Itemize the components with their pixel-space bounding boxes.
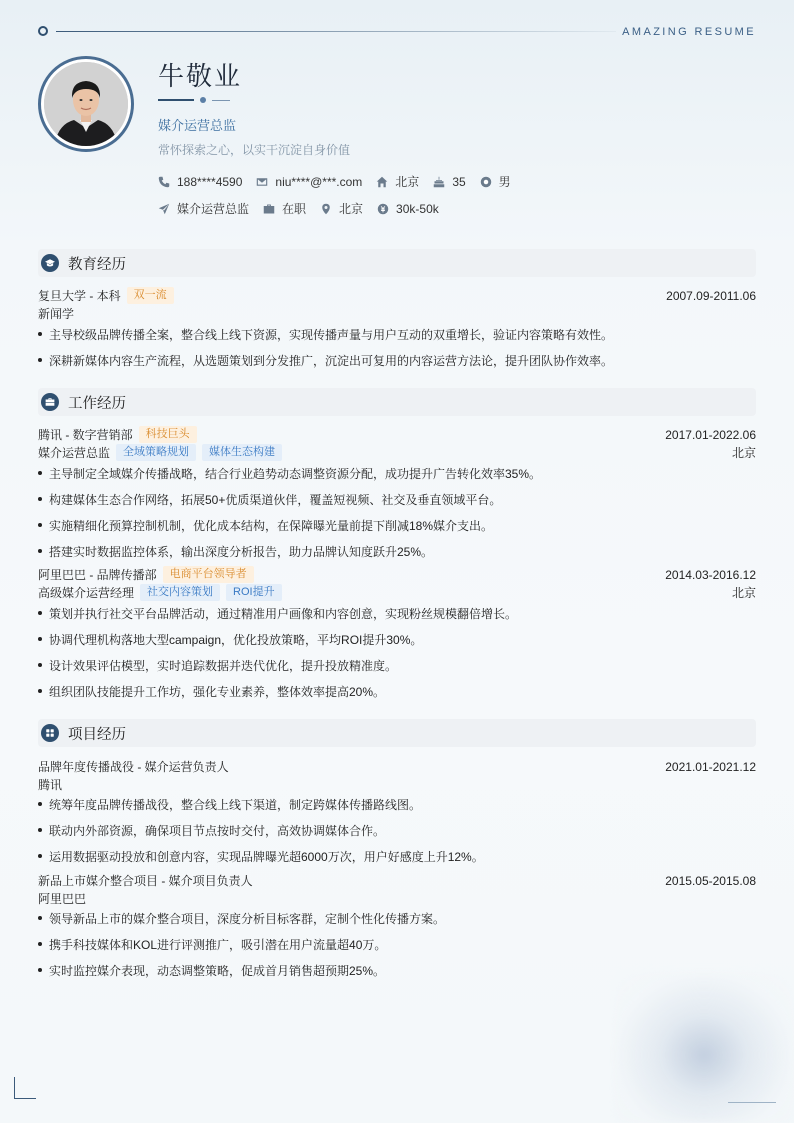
hometown-info <box>376 173 419 190</box>
work-date: 2014.03-2016.12 <box>665 567 756 582</box>
brand-label: AMAZING RESUME <box>622 26 756 38</box>
email-info <box>256 175 362 189</box>
project-org-line <box>38 890 756 907</box>
briefcase-icon <box>41 393 59 411</box>
email-text: niu****@***.com <box>275 174 363 189</box>
age-text: 35 <box>452 174 466 189</box>
project-org: 腾讯 <box>38 778 63 792</box>
contact-info-row <box>158 173 525 190</box>
school-tag: 双一流 <box>127 287 174 304</box>
mail-icon <box>256 176 268 188</box>
money-icon <box>377 203 389 215</box>
role-tag: 全域策略规划 <box>116 444 196 461</box>
list-item: 实施精细化预算控制机制，优化成本结构，在保障曝光量前提下削减18%媒介支出。 <box>38 517 756 534</box>
age-info <box>433 175 465 189</box>
briefcase-icon <box>263 203 275 215</box>
target-position-text: 媒介运营总监 <box>177 202 250 216</box>
project-date: 2021.01-2021.12 <box>665 759 756 774</box>
list-item: 主导校级品牌传播全案，整合线上线下资源，实现传播声量与用户互动的双重增长，验证内容策略有效性。 <box>38 326 756 343</box>
role-name: 高级媒介运营经理 <box>38 586 135 600</box>
phone-info <box>158 175 242 189</box>
project-name: 品牌年度传播战役 - 媒介运营负责人 <box>38 760 229 774</box>
blurred-decoration <box>614 972 794 1123</box>
salary-text: 30k-50k <box>396 201 439 216</box>
job-intention-row <box>158 200 453 217</box>
phone-text: 188****4590 <box>177 174 243 189</box>
corner-line-decoration <box>728 1102 776 1103</box>
candidate-name: 牛敬业 <box>158 61 243 91</box>
hometown-text: 北京 <box>395 175 420 189</box>
work-city: 北京 <box>731 586 756 600</box>
role-tag: ROI提升 <box>226 584 282 601</box>
role-name: 媒介运营总监 <box>38 446 111 460</box>
company-tag: 电商平台领导者 <box>163 566 254 583</box>
education-item-header <box>38 287 756 304</box>
home-icon <box>376 176 388 188</box>
list-item: 设计效果评估模型，实时追踪数据并迭代优化，提升投放精准度。 <box>38 657 756 674</box>
status-text: 在职 <box>282 202 307 216</box>
project-org-line <box>38 776 756 793</box>
gender-icon <box>480 176 492 188</box>
work-date: 2017.01-2022.06 <box>665 427 756 442</box>
candidate-title: 媒介运营总监 <box>158 118 237 133</box>
target-city-info <box>320 200 363 217</box>
project-date: 2015.05-2015.08 <box>665 873 756 888</box>
company-name: 腾讯 - 数字营销部 <box>38 428 133 442</box>
project-org: 阿里巴巴 <box>38 892 87 906</box>
grid-icon <box>41 724 59 742</box>
work-section-header <box>38 388 756 416</box>
work-role-line <box>38 444 756 461</box>
corner-bracket-decoration <box>14 1077 36 1099</box>
avatar <box>38 56 134 152</box>
person-photo-icon <box>44 62 128 146</box>
project-item-header <box>38 872 756 889</box>
education-date: 2007.09-2011.06 <box>666 288 756 303</box>
phone-icon <box>158 176 170 188</box>
target-city-text: 北京 <box>339 202 364 216</box>
top-circle-decoration <box>38 26 48 36</box>
list-item: 协调代理机构落地大型campaign，优化投放策略，平均ROI提升30%。 <box>38 631 756 648</box>
graduation-cap-icon <box>41 254 59 272</box>
role-tag: 媒体生态构建 <box>202 444 282 461</box>
work-item-header <box>38 426 756 443</box>
major-line <box>38 305 756 322</box>
role-tag: 社交内容策划 <box>140 584 220 601</box>
major-name: 新闻学 <box>38 307 75 321</box>
avatar-photo <box>44 62 128 146</box>
list-item: 构建媒体生态合作网络，拓展50+优质渠道伙伴，覆盖短视频、社交及垂直领域平台。 <box>38 491 756 508</box>
gender-text: 男 <box>498 175 511 189</box>
education-section-header <box>38 249 756 277</box>
candidate-motto: 常怀探索之心，以实干沉淀自身价值 <box>158 143 351 157</box>
section-title: 教育经历 <box>68 256 126 273</box>
list-item: 策划并执行社交平台品牌活动，通过精准用户画像和内容创意，实现粉丝规模翻倍增长。 <box>38 605 756 622</box>
work-city: 北京 <box>731 446 756 460</box>
list-item: 携手科技媒体和KOL进行评测推广，吸引潜在用户流量超40万。 <box>38 936 756 953</box>
company-tag: 科技巨头 <box>139 426 197 443</box>
work-role-line <box>38 584 756 601</box>
list-item: 组织团队技能提升工作坊，强化专业素养，整体效率提高20%。 <box>38 683 756 700</box>
list-item: 搭建实时数据监控体系，输出深度分析报告，助力品牌认知度跃升25%。 <box>38 543 756 560</box>
location-icon <box>320 203 332 215</box>
list-item: 领导新品上市的媒介整合项目，深度分析目标客群，定制个性化传播方案。 <box>38 910 756 927</box>
section-title: 工作经历 <box>68 395 126 412</box>
project-section-header <box>38 719 756 747</box>
name-underline-decoration <box>158 96 238 104</box>
cake-icon <box>433 176 445 188</box>
list-item: 主导制定全域媒介传播战略，结合行业趋势动态调整资源分配，成功提升广告转化效率35%。 <box>38 465 756 482</box>
status-info <box>263 200 306 217</box>
send-icon <box>158 203 170 215</box>
project-item-header <box>38 758 756 775</box>
list-item: 实时监控媒介表现，动态调整策略，促成首月销售超预期25%。 <box>38 962 756 979</box>
project-name: 新品上市媒介整合项目 - 媒介项目负责人 <box>38 874 253 888</box>
list-item: 运用数据驱动投放和创意内容，实现品牌曝光超6000万次，用户好感度上升12%。 <box>38 848 756 865</box>
work-item-header <box>38 566 756 583</box>
salary-info <box>377 202 439 216</box>
list-item: 统筹年度品牌传播战役，整合线上线下渠道，制定跨媒体传播路线图。 <box>38 796 756 813</box>
list-item: 联动内外部资源，确保项目节点按时交付，高效协调媒体合作。 <box>38 822 756 839</box>
company-name: 阿里巴巴 - 品牌传播部 <box>38 568 157 582</box>
section-title: 项目经历 <box>68 726 126 743</box>
top-line-decoration <box>56 31 616 32</box>
list-item: 深耕新媒体内容生产流程，从选题策划到分发推广，沉淀出可复用的内容运营方法论，提升团队协作效率。 <box>38 352 756 369</box>
target-position-info <box>158 200 249 217</box>
gender-info <box>480 173 511 190</box>
school-name: 复旦大学 - 本科 <box>38 289 121 303</box>
